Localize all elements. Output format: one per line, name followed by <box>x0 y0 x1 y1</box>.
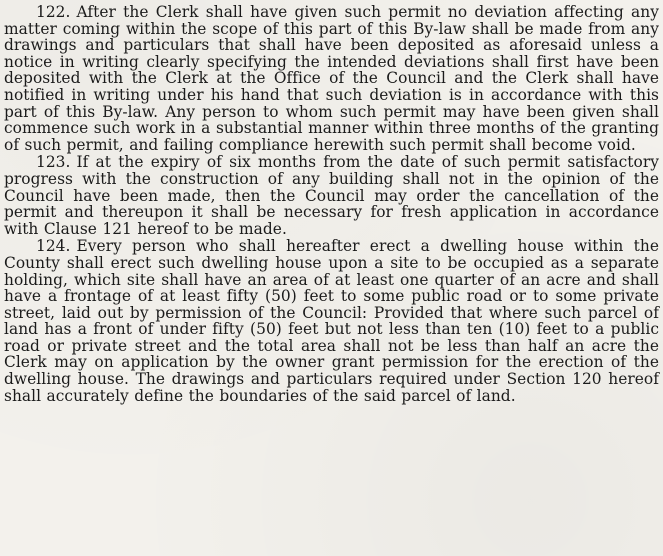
paragraph-124 <box>4 238 659 404</box>
paragraph-122 <box>4 4 659 153</box>
paragraph-number: 124. <box>36 237 71 256</box>
paragraph-number: 122. <box>36 3 71 21</box>
paragraph-123 <box>4 154 659 237</box>
paragraph-number: 123. <box>36 153 71 172</box>
paragraph-text: Every person who shall hereafter erect a dwelling house within the County shall erect such dwelling house upon a site to be occupied as a separate holding, which site shall have an area of at least one quarter of an acre and shall have a frontage of at least fifty (50) feet to some public road or to some private street, laid out by permission of the Council: Provided that where such parcel of land has a front of under fifty (50) feet but not less than ten (10) feet to a public road or private street and the total area shall not be less than half an acre the Clerk may on application by the owner grant permission for the erection of the dwelling house. The drawings and particulars required under Section 120 hereof shall accurately define the boundaries of the said parcel of land. <box>4 237 659 405</box>
paragraph-text: If at the expiry of six months from the date of such permit satisfactory progress with the construction of any building shall not in the opinion of the Council have been made, then the Council may order the cancellation of the permit and thereupon it shall be necessary for fresh application in accordance with Clause 121 hereof to be made. <box>4 153 659 238</box>
paragraph-text: After the Clerk shall have given such permit no deviation affecting any matter coming within the scope of this part of this By-law shall be made from any drawings and particulars that shall have been deposited as aforesaid unless a notice in writing clearly specifying the intended deviations shall first have been deposited with the Clerk at the Office of the Council and the Clerk shall have notified in writing under his hand that such deviation is in accordance with this part of this By-law. Any person to whom such permit may have been given shall commence such work in a substantial manner within three months of the granting of such permit, and failing compliance herewith such permit shall become void. <box>4 3 659 154</box>
